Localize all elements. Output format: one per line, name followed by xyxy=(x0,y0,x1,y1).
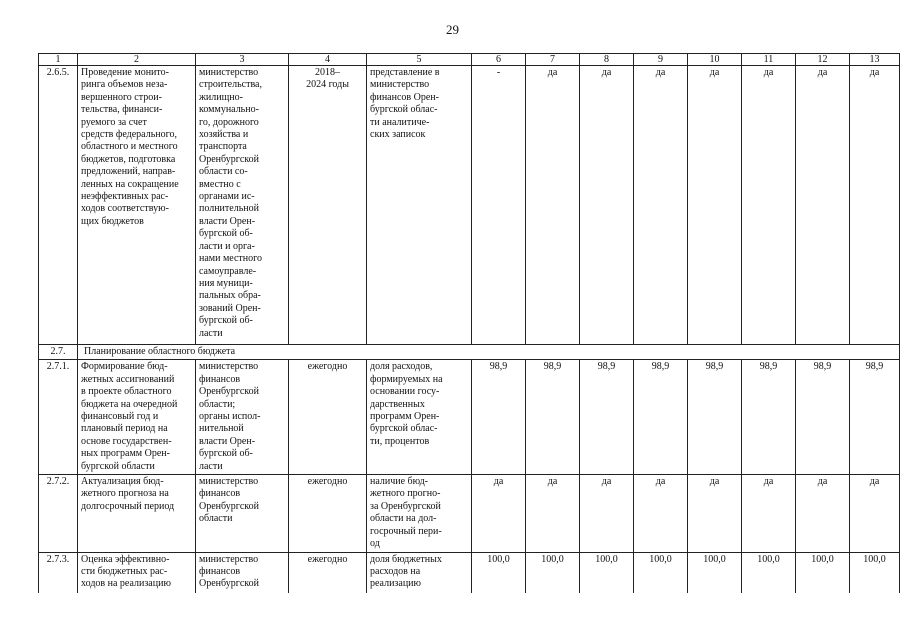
value-cell: 100,0 xyxy=(796,552,850,593)
value-cell: 100,0 xyxy=(742,552,796,593)
column-header: 8 xyxy=(580,54,634,66)
indicator-text: доля расходов, формируемых на основании госу- дарственных программ Орен- бургской облас- ти, процентов xyxy=(370,361,443,447)
period-text: ежегодно xyxy=(307,476,348,488)
value-cell: 98,9 xyxy=(742,360,796,475)
value-cell: да xyxy=(472,475,526,552)
value-cell: да xyxy=(634,475,688,552)
value-cell: да xyxy=(850,66,900,345)
column-header: 1 xyxy=(39,54,78,66)
column-header: 11 xyxy=(742,54,796,66)
value-cell: 98,9 xyxy=(688,360,742,475)
value-cell: - xyxy=(472,66,526,345)
column-header: 10 xyxy=(688,54,742,66)
table-row xyxy=(39,360,900,475)
period-text: 2018– 2024 годы xyxy=(306,67,349,91)
event-text: Проведение монито- ринга объемов неза- вершенного строи- тельства, финанси- руемого за счет средств федерального, областного и местного бюджетов, подготовка предложений, направ- ленных на сокращение неэффективных рас- ходов соответствую- щих бюджетов xyxy=(81,67,179,227)
row-number: 2.7.3. xyxy=(39,552,78,593)
value-cell: да xyxy=(580,66,634,345)
value-cell: 98,9 xyxy=(472,360,526,475)
value-cell: 98,9 xyxy=(580,360,634,475)
event-text: Актуализация бюд- жетного прогноза на долгосрочный период xyxy=(81,476,175,512)
executor-text: министерство финансов Оренбургской xyxy=(199,553,259,590)
value-cell: да xyxy=(742,475,796,552)
table-row xyxy=(39,552,900,593)
value-cell: 100,0 xyxy=(850,552,900,593)
value-cell: 98,9 xyxy=(526,360,580,475)
value-cell: да xyxy=(526,475,580,552)
period-text: ежегодно xyxy=(307,553,348,565)
executor-text: министерство финансов Оренбургской области; органы испол- нительной власти Орен- бургской об- ласти xyxy=(199,361,261,472)
column-header: 5 xyxy=(367,54,472,66)
period-text: ежегодно xyxy=(307,361,348,373)
event-text: Оценка эффективно- сти бюджетных рас- ходов на реализацию xyxy=(81,553,171,590)
column-header: 7 xyxy=(526,54,580,66)
row-number: 2.7.1. xyxy=(39,360,78,475)
indicator-text: наличие бюд- жетного прогно- за Оренбургской области на дол- госрочный пери- од xyxy=(370,476,442,550)
indicator-text: доля бюджетных расходов на реализацию xyxy=(370,553,442,590)
value-cell: 100,0 xyxy=(634,552,688,593)
indicator-text: представление в министерство финансов Орен- бургской облас- ти аналитиче- ских записок xyxy=(370,67,440,141)
column-numbers-row xyxy=(39,54,900,66)
page-number: 29 xyxy=(446,22,459,37)
value-cell: да xyxy=(634,66,688,345)
value-cell: да xyxy=(796,66,850,345)
value-cell: да xyxy=(796,475,850,552)
value-cell: 100,0 xyxy=(472,552,526,593)
row-number: 2.6.5. xyxy=(39,66,78,345)
section-number: 2.7. xyxy=(39,345,78,360)
value-cell: 98,9 xyxy=(634,360,688,475)
value-cell: да xyxy=(850,475,900,552)
column-header: 6 xyxy=(472,54,526,66)
value-cell: да xyxy=(580,475,634,552)
event-text: Формирование бюд- жетных ассигнований в проекте областного бюджета на очередной финансовый год и плановый период на основе государствен- ных программ Орен- бургской области xyxy=(81,361,178,472)
value-cell: 100,0 xyxy=(688,552,742,593)
row-number: 2.7.2. xyxy=(39,475,78,552)
executor-text: министерство финансов Оренбургской области xyxy=(199,476,259,525)
column-header: 12 xyxy=(796,54,850,66)
value-cell: 98,9 xyxy=(796,360,850,475)
value-cell: 100,0 xyxy=(526,552,580,593)
table-row xyxy=(39,475,900,552)
measures-table xyxy=(38,53,900,593)
section-title: Планирование областного бюджета xyxy=(78,345,900,360)
value-cell: да xyxy=(742,66,796,345)
column-header: 2 xyxy=(78,54,196,66)
column-header: 4 xyxy=(289,54,367,66)
value-cell: 100,0 xyxy=(580,552,634,593)
value-cell: да xyxy=(688,475,742,552)
column-header: 13 xyxy=(850,54,900,66)
value-cell: да xyxy=(688,66,742,345)
table-row xyxy=(39,66,900,345)
value-cell: 98,9 xyxy=(850,360,900,475)
value-cell: да xyxy=(526,66,580,345)
column-header: 3 xyxy=(196,54,289,66)
executor-text: министерство строительства, жилищно- коммунально- го, дорожного хозяйства и транспорта Оренбургской области со- вместно с органами ис- полнительной власти Орен- бургской об- ласти и орга- нами местного самоуправле- ния муници- пальных обра- зований Орен- бургской об- ласти xyxy=(199,67,262,339)
column-header: 9 xyxy=(634,54,688,66)
section-row xyxy=(39,345,900,360)
